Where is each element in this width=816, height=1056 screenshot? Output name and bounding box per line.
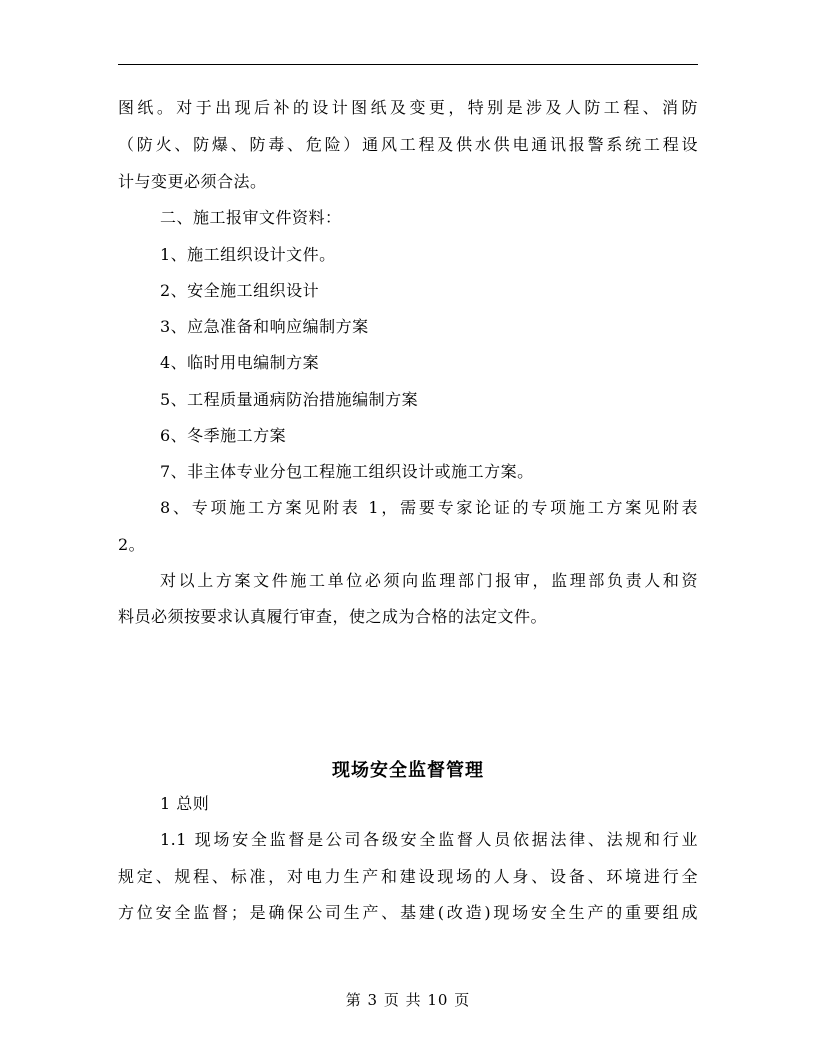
list-item: 5、工程质量通病防治措施编制方案 (160, 390, 419, 409)
page-footer: 第 3 页 共 10 页 (345, 991, 471, 1009)
list-item: 4、临时用电编制方案 (160, 353, 320, 372)
section-heading: 二、施工报审文件资料： (160, 208, 342, 227)
paragraph-line: 方位安全监督；是确保公司生产、基建(改造)现场安全生产的重要组成 (118, 903, 698, 922)
paragraph-line: 规定、规程、标准，对电力生产和建设现场的人身、设备、环境进行全 (118, 867, 698, 886)
paragraph-line: 图纸。对于出现后补的设计图纸及变更，特别是涉及人防工程、消防 (118, 98, 698, 117)
list-item: 8、专项施工方案见附表 1，需要专家论证的专项施工方案见附表 (160, 498, 698, 517)
list-item-continuation: 2。 (118, 535, 146, 554)
paragraph-line: 对以上方案文件施工单位必须向监理部门报审，监理部负责人和资 (160, 571, 698, 590)
list-item: 2、安全施工组织设计 (160, 281, 320, 300)
header-rule (118, 64, 698, 65)
paragraph-line: （防火、防爆、防毒、危险）通风工程及供水供电通讯报警系统工程设 (118, 135, 698, 154)
section-title: 现场安全监督管理 (332, 760, 484, 781)
general-heading: 1 总则 (160, 794, 210, 813)
paragraph-line: 计与变更必须合法。 (118, 172, 267, 191)
list-item: 6、冬季施工方案 (160, 426, 287, 445)
list-item: 3、应急准备和响应编制方案 (160, 317, 369, 336)
list-item: 1、施工组织设计文件。 (160, 245, 336, 264)
paragraph-line: 料员必须按要求认真履行审查，使之成为合格的法定文件。 (118, 607, 548, 626)
paragraph-line: 1.1 现场安全监督是公司各级安全监督人员依据法律、法规和行业 (160, 830, 698, 849)
list-item: 7、非主体专业分包工程施工组织设计或施工方案。 (160, 462, 534, 481)
